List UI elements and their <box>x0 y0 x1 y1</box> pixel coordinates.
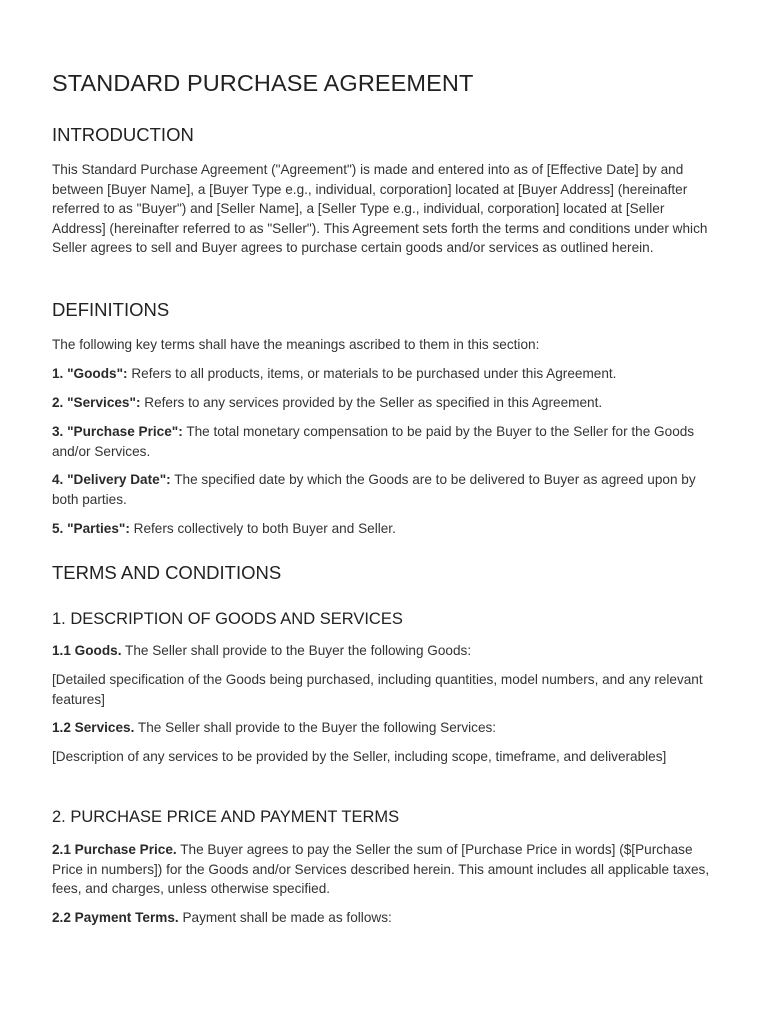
definition-text: Refers collectively to both Buyer and Seller. <box>133 521 396 536</box>
definition-term: 2. "Services": <box>52 395 141 410</box>
definition-term: 5. "Parties": <box>52 521 130 536</box>
definition-term: 3. "Purchase Price": <box>52 424 183 439</box>
clause-text: The Buyer agrees to pay the Seller the sum of [Purchase Price in words] ($[Purchase Price in numbers]) for the Goods and/or Services described herein. This amount includes all applicable taxes, fees, and charges, unless otherwise specified. <box>52 842 710 896</box>
clause-text: Payment shall be made as follows: <box>182 910 392 925</box>
clause-text: The Seller shall provide to the Buyer the following Services: <box>137 720 497 735</box>
terms-heading: TERMS AND CONDITIONS <box>52 562 282 583</box>
goods-specification-placeholder: [Detailed specification of the Goods being purchased, including quantities, model numbers, and any relevant features] <box>52 672 703 707</box>
clause-label: 1.1 Goods. <box>52 643 122 658</box>
introduction-paragraph: This Standard Purchase Agreement ("Agreement") is made and entered into as of [Effective Date] by and between [Buyer Name], a [Buyer Type e.g., individual, corporation] located at [Buyer Address] (hereinafter referred to as "Buyer") and [Seller Name], a [Seller Type e.g., individual, corporation] located at [Seller Address] (hereinafter referred to as "Seller"). This Agreement sets forth the terms and conditions under which Seller agrees to sell and Buyer agrees to purchase certain goods and/or services as outlined herein. <box>52 162 708 255</box>
definition-term: 4. "Delivery Date": <box>52 472 171 487</box>
clause-label: 2.2 Payment Terms. <box>52 910 179 925</box>
definition-item-purchase-price <box>52 422 717 461</box>
services-description-placeholder: [Description of any services to be provided by the Seller, including scope, timeframe, and deliverables] <box>52 749 667 764</box>
clause-label: 2.1 Purchase Price. <box>52 842 177 857</box>
section-1-1-goods <box>52 641 717 661</box>
section-2-heading: 2. PURCHASE PRICE AND PAYMENT TERMS <box>52 808 400 826</box>
definition-text: The specified date by which the Goods are to be delivered to Buyer as agreed upon by both parties. <box>52 472 696 507</box>
definition-item-goods <box>52 364 717 384</box>
section-2-1-purchase-price <box>52 840 717 899</box>
definitions-heading: DEFINITIONS <box>52 299 170 320</box>
definition-term: 1. "Goods": <box>52 366 128 381</box>
section-2-2-payment-terms <box>52 908 717 928</box>
definitions-intro: The following key terms shall have the meanings ascribed to them in this section: <box>52 337 540 352</box>
clause-label: 1.2 Services. <box>52 720 135 735</box>
section-1-heading: 1. DESCRIPTION OF GOODS AND SERVICES <box>52 610 403 628</box>
definition-item-delivery-date <box>52 470 717 509</box>
section-1-2-services <box>52 718 717 738</box>
introduction-heading: INTRODUCTION <box>52 124 194 145</box>
definition-text: Refers to all products, items, or materials to be purchased under this Agreement. <box>131 366 617 381</box>
clause-text: The Seller shall provide to the Buyer the following Goods: <box>125 643 472 658</box>
definition-text: The total monetary compensation to be paid by the Buyer to the Seller for the Goods and/or Services. <box>52 424 695 459</box>
definition-text: Refers to any services provided by the Seller as specified in this Agreement. <box>144 395 603 410</box>
document-title: STANDARD PURCHASE AGREEMENT <box>52 70 474 96</box>
definition-item-parties <box>52 519 717 539</box>
definition-item-services <box>52 393 717 413</box>
